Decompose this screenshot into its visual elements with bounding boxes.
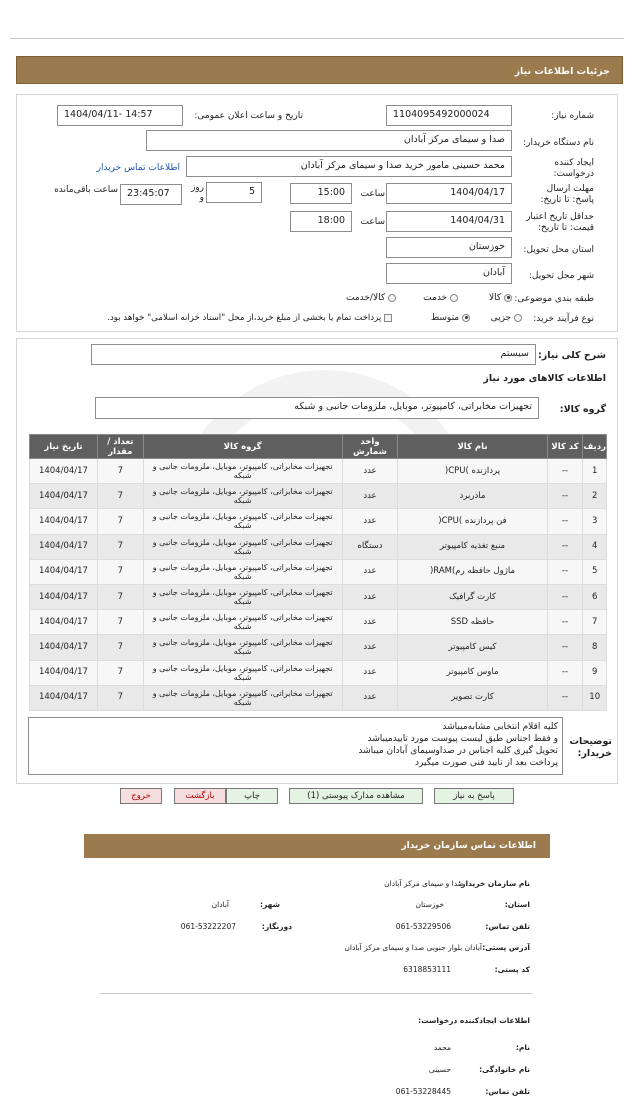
radio-icon[interactable] bbox=[388, 294, 396, 302]
time-remaining-label: ساعت باقی‌مانده bbox=[54, 185, 118, 195]
page-header bbox=[16, 56, 623, 84]
cell-date: 1404/04/17 bbox=[30, 610, 98, 635]
contact-phone: 061-53229506 bbox=[395, 922, 451, 931]
cell-row: 7 bbox=[583, 610, 607, 635]
cell-name: فن پردازنده )CPU( bbox=[398, 509, 547, 534]
cell-row: 10 bbox=[583, 685, 607, 710]
cell-unit: عدد bbox=[342, 610, 398, 635]
cell-group: تجهیزات مخابراتی، کامپیوتر، موبایل، ملزومات جانبی و شبکه bbox=[143, 685, 342, 710]
cell-date: 1404/04/17 bbox=[30, 685, 98, 710]
purchase-option-medium-label: متوسط bbox=[430, 313, 460, 323]
radio-icon[interactable] bbox=[450, 294, 458, 302]
table-row bbox=[30, 685, 607, 710]
need-number-label: شماره نیاز: bbox=[551, 111, 594, 121]
creator-first-name-label: نام: bbox=[515, 1043, 530, 1052]
cell-code: -- bbox=[547, 459, 583, 484]
cell-date: 1404/04/17 bbox=[30, 534, 98, 559]
cell-code: -- bbox=[547, 584, 583, 609]
creator-phone-label: تلفن تماس: bbox=[485, 1087, 530, 1096]
radio-icon[interactable] bbox=[514, 314, 522, 322]
category-label: طبقه بندی موضوعی: bbox=[514, 294, 594, 304]
exit-button[interactable]: خروج bbox=[120, 788, 162, 804]
cell-name: مادربرد bbox=[398, 484, 547, 509]
contact-address-label: آدرس پستی: bbox=[482, 943, 530, 952]
cell-qty: 7 bbox=[97, 509, 143, 534]
cell-date: 1404/04/17 bbox=[30, 509, 98, 534]
contact-fax-label: دورنگار: bbox=[261, 922, 292, 931]
table-row bbox=[30, 459, 607, 484]
cell-qty: 7 bbox=[97, 685, 143, 710]
creator-last-name-label: نام خانوادگی: bbox=[479, 1065, 530, 1074]
cell-date: 1404/04/17 bbox=[30, 635, 98, 660]
col-code: کد کالا bbox=[547, 435, 583, 459]
cell-qty: 7 bbox=[97, 459, 143, 484]
cell-unit: عدد bbox=[342, 685, 398, 710]
cell-name: حافظه SSD bbox=[398, 610, 547, 635]
contact-header bbox=[84, 834, 550, 858]
cell-row: 5 bbox=[583, 559, 607, 584]
cell-row: 8 bbox=[583, 635, 607, 660]
deadline-date-field: 1404/04/17 bbox=[386, 183, 512, 204]
cell-code: -- bbox=[547, 509, 583, 534]
cell-date: 1404/04/17 bbox=[30, 559, 98, 584]
table-row bbox=[30, 484, 607, 509]
contact-divider bbox=[100, 993, 532, 994]
radio-selected-icon[interactable] bbox=[504, 294, 512, 302]
deadline-time-label: ساعت bbox=[360, 189, 385, 199]
cell-group: تجهیزات مخابراتی، کامپیوتر، موبایل، ملزومات جانبی و شبکه bbox=[143, 610, 342, 635]
cell-row: 2 bbox=[583, 484, 607, 509]
contact-title: اطلاعات تماس سازمان خریدار bbox=[401, 841, 536, 851]
page-title: جزئیات اطلاعات نیاز bbox=[514, 66, 610, 77]
general-desc-field: سیستم bbox=[91, 344, 536, 365]
table-row bbox=[30, 509, 607, 534]
cell-code: -- bbox=[547, 559, 583, 584]
category-option-goods-label: کالا bbox=[488, 293, 502, 303]
cell-date: 1404/04/17 bbox=[30, 459, 98, 484]
category-option-service[interactable] bbox=[423, 293, 458, 304]
cell-row: 4 bbox=[583, 534, 607, 559]
cell-date: 1404/04/17 bbox=[30, 584, 98, 609]
note-line: کلیه اقلام انتخابی مشابه‌میباشد bbox=[442, 722, 558, 732]
back-button[interactable]: بازگشت bbox=[174, 788, 226, 804]
payment-note[interactable] bbox=[107, 313, 392, 324]
col-date: تاریخ نیاز bbox=[30, 435, 98, 459]
cell-code: -- bbox=[547, 660, 583, 685]
cell-row: 3 bbox=[583, 509, 607, 534]
category-option-both-label: کالا/خدمت bbox=[345, 293, 386, 303]
col-group: گروه کالا bbox=[143, 435, 342, 459]
cell-group: تجهیزات مخابراتی، کامپیوتر، موبایل، ملزومات جانبی و شبکه bbox=[143, 660, 342, 685]
cell-name: کارت تصویر bbox=[398, 685, 547, 710]
city-field: آبادان bbox=[386, 263, 512, 284]
province-field: خوزستان bbox=[386, 237, 512, 258]
table-row bbox=[30, 635, 607, 660]
col-unit: واحد شمارش bbox=[342, 435, 398, 459]
category-option-both[interactable] bbox=[346, 293, 396, 304]
cell-unit: عدد bbox=[342, 584, 398, 609]
category-option-goods[interactable] bbox=[489, 293, 512, 304]
cell-code: -- bbox=[547, 610, 583, 635]
announce-label: تاریخ و ساعت اعلان عمومی: bbox=[194, 111, 303, 121]
buyer-org-label: نام دستگاه خریدار: bbox=[523, 138, 594, 148]
contact-org: صدا و سیمای مرکز آبادان bbox=[384, 879, 464, 888]
validity-label: حداقل تاریخ اعتبار قیمت: تا تاریخ: bbox=[526, 212, 594, 233]
cell-group: تجهیزات مخابراتی، کامپیوتر، موبایل، ملزومات جانبی و شبکه bbox=[143, 509, 342, 534]
cell-date: 1404/04/17 bbox=[30, 660, 98, 685]
purchase-option-small-label: جزیی bbox=[490, 313, 512, 323]
buyer-notes-label: توضیحات خریدار: bbox=[569, 736, 612, 759]
col-row: ردیف bbox=[583, 435, 607, 459]
creator-first-name: محمد bbox=[433, 1043, 451, 1052]
city-label: شهر محل تحویل: bbox=[528, 271, 594, 281]
table-row bbox=[30, 584, 607, 609]
cell-name: ماوس کامپیوتر bbox=[398, 660, 547, 685]
cell-row: 6 bbox=[583, 584, 607, 609]
time-remaining-field: 23:45:07 bbox=[120, 184, 182, 205]
contact-city: آبادان bbox=[211, 900, 229, 909]
creator-last-name: حسینی bbox=[428, 1065, 451, 1074]
cell-qty: 7 bbox=[97, 584, 143, 609]
cell-code: -- bbox=[547, 685, 583, 710]
cell-unit: عدد bbox=[342, 509, 398, 534]
creator-phone: 061-53228445 bbox=[395, 1087, 451, 1096]
contact-postal: 6318853111 bbox=[403, 965, 451, 974]
contact-phone-label: تلفن تماس: bbox=[485, 922, 530, 931]
province-label: استان محل تحویل: bbox=[523, 245, 594, 255]
announce-field: 1404/04/11- 14:57 bbox=[57, 105, 183, 126]
cell-code: -- bbox=[547, 484, 583, 509]
contact-org-label: نام سازمان خریدار: bbox=[458, 879, 530, 888]
days-label: روز و bbox=[190, 183, 204, 203]
table-row bbox=[30, 534, 607, 559]
cell-name: پردازنده )CPU( bbox=[398, 459, 547, 484]
table-header-row bbox=[30, 435, 607, 459]
contact-city-label: شهر: bbox=[260, 900, 280, 909]
contact-fax: 061-53222207 bbox=[180, 922, 236, 931]
attachments-button[interactable]: مشاهده مدارک پیوستی (1) bbox=[289, 788, 423, 804]
contact-province: خوزستان bbox=[415, 900, 444, 909]
creator-info-title: اطلاعات ایجادکننده درخواست: bbox=[418, 1016, 530, 1025]
checkbox-icon[interactable] bbox=[384, 314, 392, 322]
cell-row: 1 bbox=[583, 459, 607, 484]
cell-unit: عدد bbox=[342, 559, 398, 584]
category-option-service-label: خدمت bbox=[423, 293, 448, 303]
cell-qty: 7 bbox=[97, 559, 143, 584]
radio-selected-icon[interactable] bbox=[462, 314, 470, 322]
cell-unit: عدد bbox=[342, 459, 398, 484]
cell-group: تجهیزات مخابراتی، کامپیوتر، موبایل، ملزومات جانبی و شبکه bbox=[143, 584, 342, 609]
print-button[interactable]: چاپ bbox=[226, 788, 278, 804]
table-row bbox=[30, 660, 607, 685]
cell-qty: 7 bbox=[97, 660, 143, 685]
contact-address: آبادان بلوار جنوبی صدا و سیمای مرکز آبادان bbox=[344, 943, 482, 952]
cell-name: کارت گرافیک bbox=[398, 584, 547, 609]
reply-button[interactable]: پاسخ به نیاز bbox=[434, 788, 514, 804]
purchase-option-medium[interactable] bbox=[431, 313, 470, 324]
col-name: نام کالا bbox=[398, 435, 547, 459]
cell-qty: 7 bbox=[97, 534, 143, 559]
payment-note-text: پرداخت تمام یا بخشی از مبلغ خرید،از محل "اسناد خزانه اسلامی" خواهد بود. bbox=[107, 313, 382, 323]
cell-group: تجهیزات مخابراتی، کامپیوتر، موبایل، ملزومات جانبی و شبکه bbox=[143, 484, 342, 509]
cell-qty: 7 bbox=[97, 610, 143, 635]
validity-time-field: 18:00 bbox=[290, 211, 352, 232]
cell-qty: 7 bbox=[97, 635, 143, 660]
general-desc-label: شرح کلی نیاز: bbox=[537, 350, 606, 361]
cell-name: منبع تغذیه کامپیوتر bbox=[398, 534, 547, 559]
cell-group: تجهیزات مخابراتی، کامپیوتر، موبایل، ملزومات جانبی و شبکه bbox=[143, 635, 342, 660]
purchase-option-small[interactable] bbox=[491, 313, 522, 324]
table-row bbox=[30, 610, 607, 635]
cell-name: کیس کامپیوتر bbox=[398, 635, 547, 660]
items-table bbox=[29, 434, 607, 711]
creator-field: محمد حسینی مامور خرید صدا و سیمای مرکز آبادان bbox=[186, 156, 512, 177]
cell-qty: 7 bbox=[97, 484, 143, 509]
validity-time-label: ساعت bbox=[360, 217, 385, 227]
cell-group: تجهیزات مخابراتی، کامپیوتر، موبایل، ملزومات جانبی و شبکه bbox=[143, 559, 342, 584]
deadline-time-field: 15:00 bbox=[290, 183, 352, 204]
group-field: تجهیزات مخابراتی، کامپیوتر، موبایل، ملزومات جانبی و شبکه bbox=[95, 397, 539, 419]
cell-unit: دستگاه bbox=[342, 534, 398, 559]
creator-label: ایجاد کننده درخواست: bbox=[553, 158, 594, 179]
purchase-type-label: نوع فرآیند خرید: bbox=[533, 314, 594, 324]
col-qty: تعداد / مقدار bbox=[97, 435, 143, 459]
cell-name: ماژول حافظه رم)RAM( bbox=[398, 559, 547, 584]
cell-group: تجهیزات مخابراتی، کامپیوتر، موبایل، ملزومات جانبی و شبکه bbox=[143, 534, 342, 559]
need-number-field: 1104095492000024 bbox=[386, 105, 512, 126]
cell-code: -- bbox=[547, 534, 583, 559]
days-remaining-field: 5 bbox=[206, 182, 262, 203]
cell-date: 1404/04/17 bbox=[30, 484, 98, 509]
table-row bbox=[30, 559, 607, 584]
cell-unit: عدد bbox=[342, 484, 398, 509]
note-line: و فقط اجناس طبق لیست پیوست مورد تاییدمیباشد bbox=[367, 734, 558, 744]
top-divider bbox=[10, 38, 624, 39]
cell-group: تجهیزات مخابراتی، کامپیوتر، موبایل، ملزومات جانبی و شبکه bbox=[143, 459, 342, 484]
contact-postal-label: کد پستی: bbox=[494, 965, 530, 974]
validity-date-field: 1404/04/31 bbox=[386, 211, 512, 232]
contact-province-label: استان: bbox=[504, 900, 530, 909]
cell-unit: عدد bbox=[342, 635, 398, 660]
cell-row: 9 bbox=[583, 660, 607, 685]
deadline-label: مهلت ارسال پاسخ: تا تاریخ: bbox=[540, 184, 594, 205]
note-line: تحویل گیری کلیه اجناس در صداوسیمای آبادان میباشد bbox=[358, 746, 558, 756]
goods-info-title: اطلاعات کالاهای مورد نیاز bbox=[483, 373, 606, 384]
cell-code: -- bbox=[547, 635, 583, 660]
cell-unit: عدد bbox=[342, 660, 398, 685]
buyer-org-field: صدا و سیمای مرکز آبادان bbox=[146, 130, 512, 151]
note-line: پرداخت بعد از تایید فنی صورت میگیرد bbox=[415, 758, 558, 768]
buyer-contact-link[interactable]: اطلاعات تماس خریدار bbox=[96, 163, 180, 173]
group-label: گروه کالا: bbox=[559, 404, 606, 415]
